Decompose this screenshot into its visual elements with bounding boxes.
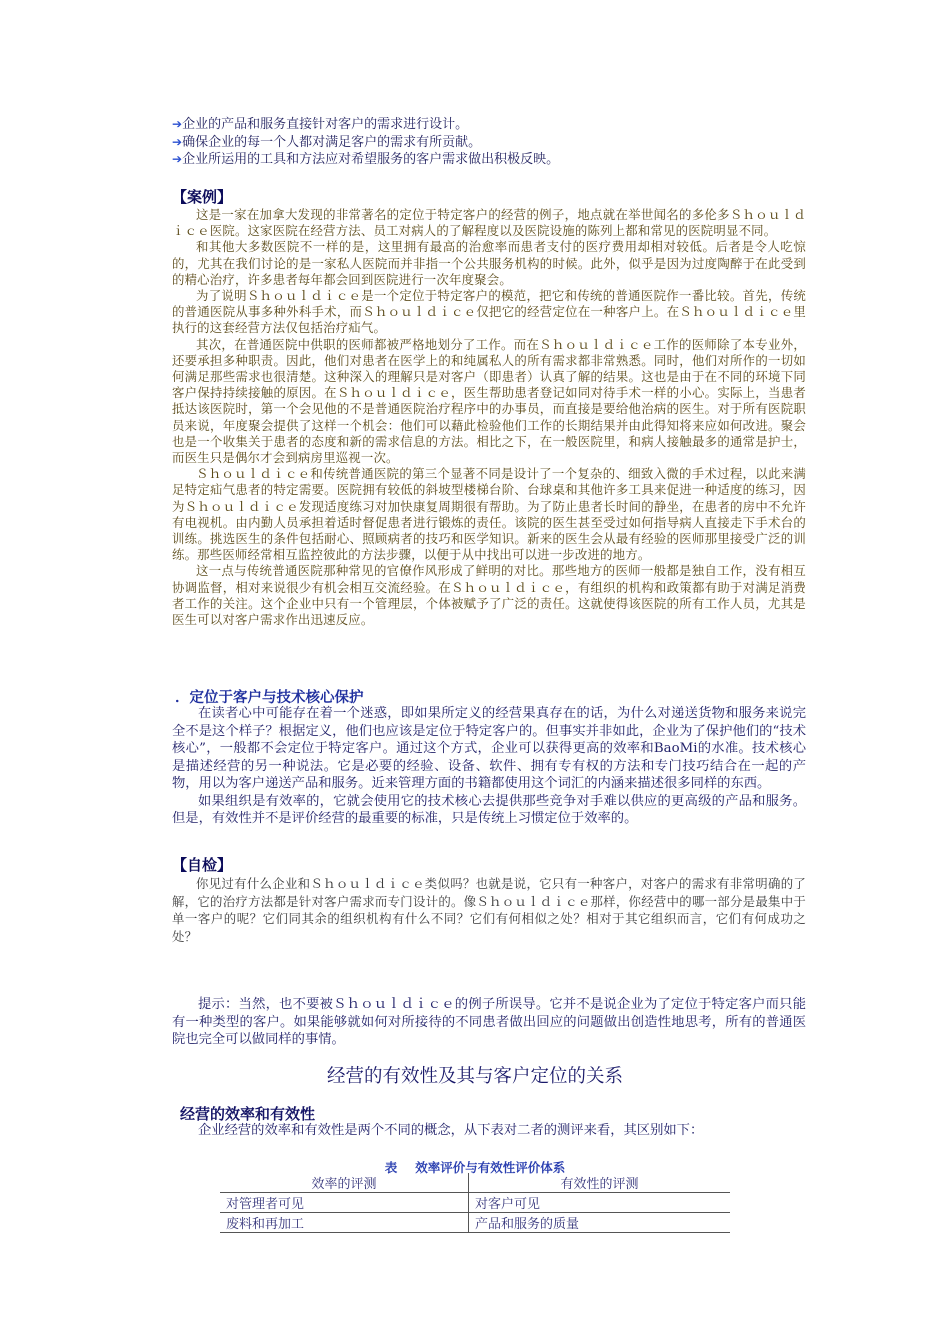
table-header-row bbox=[220, 1173, 730, 1193]
arrow-bullet-icon: ➔ bbox=[172, 134, 183, 149]
case-paragraph: 这一点与传统普通医院那种常见的官僚作风形成了鲜明的对比。那些地方的医师一般都是独自工作，没有相互协调监督，相对来说很少有机会相互交流经验。在Ｓｈｏｕｌｄｉｃｅ，有组织的机构和政策都有助于对满足消费者工作的关注。这个企业中只有一个管理层，个体被赋予了广泛的责任。这就使得该医院的所有工作人员，尤其是医生可以对客户需求作出迅速反应。 bbox=[172, 563, 806, 628]
table-header-cell: 有效性的评测 bbox=[469, 1173, 731, 1193]
case-body bbox=[172, 207, 806, 628]
case-paragraph: Ｓｈｏｕｌｄｉｃｅ和传统普通医院的第三个显著不同是设计了一个复杂的、细致入微的手术过程，以此来满足特定疝气患者的特定需要。医院拥有较低的斜坡型楼梯台阶、台球桌和其他许多工具来促进一种适度的练习，因为Ｓｈｏｕｌｄｉｃｅ发现适度练习对加快康复周期很有帮助。为了防止患者长时间的静坐，在患者的房中不允许有电视机。由内勤人员承担着适时督促患者进行锻炼的责任。该院的医生甚至受过如何指导病人直接走下手术台的训练。挑选医生的条件包括耐心、照顾病者的技巧和医学知识。新来的医生会从最有经验的医师那里接受广泛的训练。那些医师经常相互监控彼此的方法步骤，以便于从中找出可以进一步改进的地方。 bbox=[172, 466, 806, 563]
table-label: 表 bbox=[384, 1160, 398, 1175]
table-row bbox=[220, 1193, 730, 1213]
table-row bbox=[220, 1213, 730, 1233]
self-check-paragraph: 你见过有什么企业和Ｓｈｏｕｌｄｉｃｅ类似吗？也就是说，它只有一种客户，对客户的需求有非常明确的了解，它的治疗方法都是针对客户需求而专门设计的。像Ｓｈｏｕｌｄｉｃｅ那样，你经营中的哪一部分是最集中于单一客户的呢？它们同其余的组织机构有什么不同？它们有何相似之处？相对于其它组织而言，它们有何成功之处？ bbox=[172, 876, 806, 944]
technical-core-heading: ．定位于客户与技术核心保护 bbox=[175, 690, 364, 706]
table-cell: 对客户可见 bbox=[469, 1193, 731, 1213]
arrow-bullet-icon: ➔ bbox=[172, 152, 183, 166]
self-check-heading: 【自检】 bbox=[172, 856, 233, 874]
arrow-bullet-icon: ➔ bbox=[172, 117, 183, 131]
hint-paragraph: 提示：当然，也不要被Ｓｈｏｕｌｄｉｃｅ的例子所误导。它并不是说企业为了定位于特定客户而只能有一种类型的客户。如果能够就如何对所接待的不同患者做出回应的问题做出创造性地思考，所有的普通医院也完全可以做同样的事情。 bbox=[172, 997, 806, 1048]
case-heading: 【案例】 bbox=[172, 188, 233, 206]
bullet-item bbox=[172, 116, 792, 134]
self-check-body bbox=[172, 875, 806, 945]
evaluation-table bbox=[220, 1173, 730, 1233]
bullet-item bbox=[172, 151, 792, 169]
hint-body bbox=[172, 996, 806, 1049]
efficiency-body: 企业经营的效率和有效性是两个不同的概念，从下表对二者的测评来看，其区别如下： bbox=[198, 1123, 704, 1138]
technical-core-paragraph: 如果组织是有效率的，它就会使用它的技术核心去提供那些竞争对手难以供应的更高级的产品和服务。但是，有效性并不是评价经营的最重要的标准，只是传统上习惯定位于效率的。 bbox=[172, 793, 806, 826]
bullet-text: 企业所运用的工具和方法应对希望服务的客户需求做出积极反映。 bbox=[182, 152, 560, 167]
table-cell: 废料和再加工 bbox=[220, 1213, 469, 1233]
case-paragraph: 为了说明Ｓｈｏｕｌｄｉｃｅ是一个定位于特定客户的模范，把它和传统的普通医院作一番比较。首先，传统的普通医院从事多种外科手术，而Ｓｈｏｕｌｄｉｃｅ仅把它的经营定位在一种客户上。在Ｓｈｏｕｌｄｉｃｅ里执行的这套经营方法仅包括治疗疝气。 bbox=[172, 288, 806, 336]
table-cell: 对管理者可见 bbox=[220, 1193, 469, 1213]
efficiency-heading: 经营的效率和有效性 bbox=[180, 1105, 316, 1123]
table-header-cell: 效率的评测 bbox=[220, 1173, 469, 1193]
bullet-text: 确保企业的每一个人都对满足客户的需求有所贡献。 bbox=[182, 134, 482, 150]
objective-bullet-list bbox=[172, 116, 792, 169]
bullet-item bbox=[172, 134, 792, 152]
chapter-title: 经营的有效性及其与客户定位的关系 bbox=[326, 1066, 623, 1087]
bullet-text: 企业的产品和服务直接针对客户的需求进行设计。 bbox=[182, 117, 469, 132]
case-paragraph: 其次，在普通医院中供职的医师都被严格地划分了工作。而在Ｓｈｏｕｌｄｉｃｅ工作的医师除了本专业外，还要承担多种职责。因此，他们对患者在医学上的和纯属私人的所有需求都非常熟悉。同时，他们对所作的一切如何满足那些需求也很清楚。这种深入的理解只是对客户（即患者）认真了解的结果。这也是由于在不同的环境下同客户保持持续接触的原因。在Ｓｈｏｕｌｄｉｃｅ，医生帮助患者登记如同对待手术一样的小心。实际上，当患者抵达该医院时，第一个会见他的不是普通医院治疗程序中的办事员，而直接是要给他治病的医生。对于所有医院职员来说，年度聚会提供了这样一个机会：他们可以藉此检验他们工作的长期结果并由此得知将来应如何改进。聚会也是一个收集关于患者的态度和新的需求信息的方法。相比之下，在一般医院里，和病人接触最多的通常是护士，而医生只是偶尔才会到病房里巡视一次。 bbox=[172, 336, 806, 466]
technical-core-body bbox=[172, 705, 806, 828]
table-title: 效率评价与有效性评价体系 bbox=[415, 1160, 566, 1175]
case-paragraph: 和其他大多数医院不一样的是，这里拥有最高的治愈率而患者支付的医疗费用却相对较低。后者是令人吃惊的，尤其在我们讨论的是一家私人医院而并非指一个公共服务机构的时候。此外，似乎是因为过度陶醉于在此受到的精心治疗，许多患者每年都会回到医院进行一次年度聚会。 bbox=[172, 239, 806, 287]
technical-core-paragraph: 在读者心中可能存在着一个迷惑，即如果所定义的经营果真存在的话，为什么对递送货物和服务来说完全不是这个样子？根据定义，他们也应该是定位于特定客户的。但事实并非如此，企业为了保护他们的“技术核心”，一般都不会定位于特定客户。通过这个方式，企业可以获得更高的效率和BaoMi的水准。技术核心是描述经营的另一种说法。它是必要的经验、设备、软件、拥有专有权的方法和专门技巧结合在一起的产物，用以为客户递送产品和服务。近来管理方面的书籍都使用这个词汇的内涵来描述很多同样的东西。 bbox=[172, 706, 806, 791]
table-cell: 产品和服务的质量 bbox=[469, 1213, 731, 1233]
case-paragraph: 这是一家在加拿大发现的非常著名的定位于特定客户的经营的例子，地点就在举世闻名的多伦多Ｓｈｏｕｌｄｉｃｅ医院。这家医院在经营方法、员工对病人的了解程度以及医院设施的陈列上都和常见的医院明显不同。 bbox=[172, 207, 806, 239]
